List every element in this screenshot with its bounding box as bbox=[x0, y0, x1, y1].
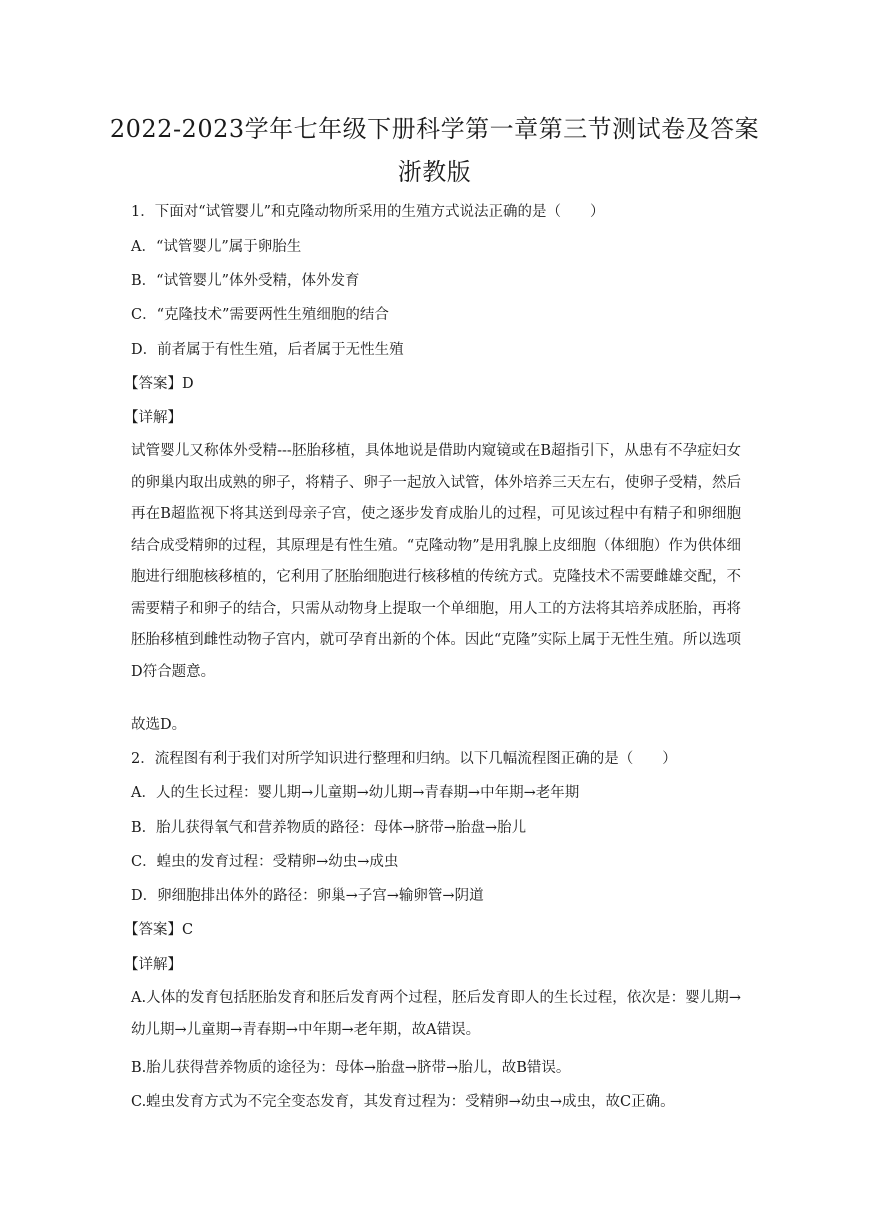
question-2-option-a: A．人的生长过程：婴儿期→儿童期→幼儿期→青春期→中年期→老年期 bbox=[131, 785, 580, 801]
question-2-option-d: D．卵细胞排出体外的路径：卵巢→子宫→输卵管→阴道 bbox=[131, 888, 484, 904]
question-1-answer: 【答案】D bbox=[124, 376, 194, 392]
question-1-option-d: D．前者属于有性生殖，后者属于无性生殖 bbox=[131, 342, 404, 358]
question-2-option-c: C．蝗虫的发育过程：受精卵→幼虫→成虫 bbox=[131, 854, 399, 870]
document-subtitle: 浙教版 bbox=[397, 158, 472, 186]
question-2-stem: 2．流程图有利于我们对所学知识进行整理和归纳。以下几幅流程图正确的是（ ） bbox=[131, 751, 677, 767]
question-2-detail-label: 【详解】 bbox=[124, 957, 182, 973]
question-1-option-b: B．“试管婴儿”体外受精，体外发育 bbox=[131, 273, 360, 289]
question-1-detail-label: 【详解】 bbox=[124, 410, 182, 426]
question-1-stem: 1．下面对“试管婴儿”和克隆动物所采用的生殖方式说法正确的是（ ） bbox=[131, 204, 605, 220]
question-2-explanation-c: C.蝗虫发育方式为不完全变态发育，其发育过程为：受精卵→幼虫→成虫，故C正确。 bbox=[131, 1094, 675, 1110]
question-1-explanation: 试管婴儿又称体外受精---胚胎移植，具体地说是借助内窥镜或在B超指引下，从患有不孕症妇女的卵巢内取出成熟的卵子，将精子、卵子一起放入试管，体外培养三天左右，使卵子受精，然后再在B超监视下将其送到母亲子宫，使之逐步发育成胎儿的过程，可见该过程中有精子和卵细胞结合成受精卵的过程，其原理是有性生殖。“克隆动物”是用乳腺上皮细胞（体细胞）作为供体细胞进行细胞核移植的，它利用了胚胎细胞进行核移植的传统方式。克隆技术不需要雌雄交配，不需要精子和卵子的结合，只需从动物身上提取一个单细胞，用人工的方法将其培养成胚胎，再将胚胎移植到雌性动物子宫内，就可孕育出新的个体。因此“克隆”实际上属于无性生殖。所以选项D符合题意。 bbox=[131, 443, 741, 680]
question-2-option-b: B．胎儿获得氧气和营养物质的路径：母体→脐带→胎盘→胎儿 bbox=[131, 820, 527, 836]
question-2-explanation-a: A.人体的发育包括胚胎发育和胚后发育两个过程，胚后发育即人的生长过程，依次是：婴儿期→幼儿期→儿童期→青春期→中年期→老年期，故A错误。 bbox=[131, 990, 741, 1038]
question-2-explanation-b: B.胎儿获得营养物质的途径为：母体→胎盘→脐带→胎儿，故B错误。 bbox=[131, 1060, 571, 1076]
question-1-option-a: A．“试管婴儿”属于卵胎生 bbox=[131, 239, 302, 255]
document-title: 2022-2023学年七年级下册科学第一章第三节测试卷及答案 bbox=[109, 115, 760, 143]
question-1-conclusion: 故选D。 bbox=[131, 717, 187, 733]
question-1-option-c: C．“克隆技术”需要两性生殖细胞的结合 bbox=[131, 307, 389, 323]
question-2-answer: 【答案】C bbox=[124, 922, 194, 938]
